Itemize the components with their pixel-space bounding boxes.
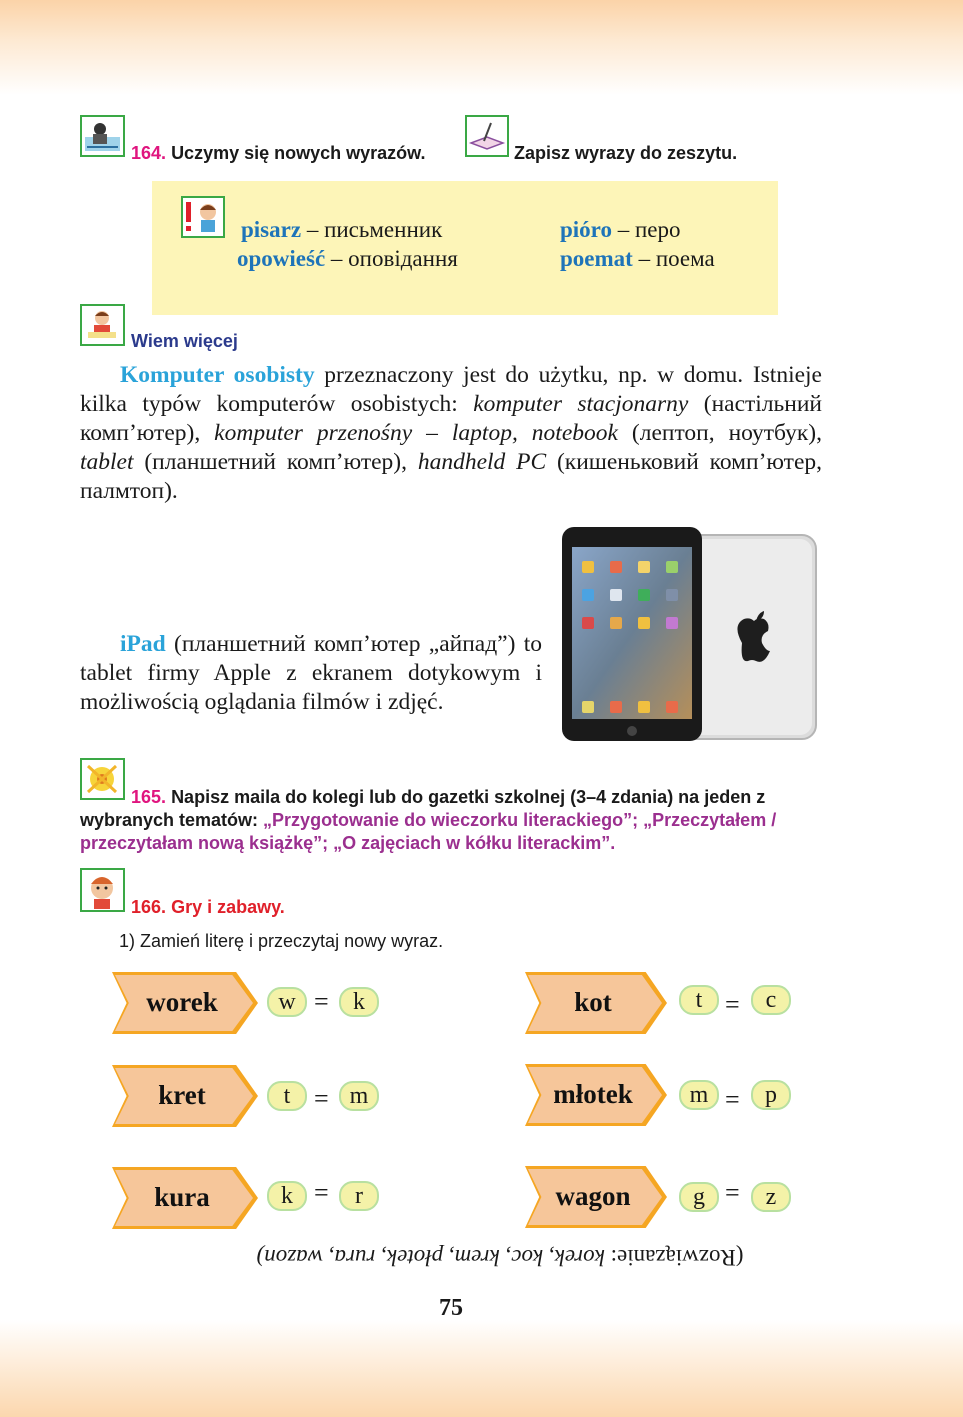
word-arrow-kot: kot bbox=[525, 972, 667, 1034]
wiem-wiecej-paragraph: Komputer osobisty przeznaczony jest do użytku, np. w domu. Istnieje kilka typów komputerów osobistych: komputer stacjonarny (настільний комп’ютер), komputer przenośny – laptop, notebook (лептоп, ноутбук), tablet (планшетний комп’ютер), handheld PC (кишеньковий комп’ютер, палмтоп). bbox=[80, 362, 822, 504]
letter-to: k bbox=[339, 987, 379, 1017]
exclamation-girl-icon bbox=[181, 196, 225, 238]
equals-sign: = bbox=[725, 1085, 740, 1114]
vocab-item-pioro: pióro – перо bbox=[560, 217, 681, 242]
word-arrow-worek: worek bbox=[112, 972, 258, 1034]
exercise-number: 165. bbox=[131, 787, 167, 807]
letter-from: t bbox=[267, 1081, 307, 1111]
equals-sign: = bbox=[314, 1178, 329, 1207]
exercise-166-heading bbox=[131, 897, 285, 918]
word-arrow-mlotek: młotek bbox=[525, 1064, 667, 1126]
equals-sign: = bbox=[314, 1084, 329, 1113]
vocab-item-opowiesc: opowieść – оповідання bbox=[237, 246, 458, 271]
letter-to: p bbox=[751, 1080, 791, 1110]
exercise-164-instruction: Zapisz wyrazy do zeszytu. bbox=[514, 143, 738, 163]
page-number: 75 bbox=[439, 1295, 463, 1321]
word-arrow-kura: kura bbox=[112, 1167, 258, 1229]
exercise-number: 164. bbox=[131, 143, 167, 163]
equals-sign: = bbox=[725, 990, 740, 1019]
exercise-title: Uczymy się nowych wyrazów. bbox=[171, 143, 426, 163]
wiem-wiecej-heading: Wiem więcej bbox=[131, 331, 238, 351]
solution-upside-down: (Rozwiązanie: korek, koc, krem, płotek, rura, wazon) bbox=[256, 1245, 744, 1270]
letter-to: r bbox=[339, 1181, 379, 1211]
word-arrow-wagon: wagon bbox=[525, 1166, 667, 1228]
exercise-title: Gry i zabawy. bbox=[171, 897, 285, 917]
exercise-166-task: 1) Zamień literę i przeczytaj nowy wyraz. bbox=[119, 931, 444, 951]
letter-from: t bbox=[679, 985, 719, 1015]
equals-sign: = bbox=[314, 987, 329, 1016]
exercise-165: 165. Napisz maila do kolegi lub do gazetki szkolnej (3–4 zdania) na jeden z wybranych tematów: „Przygotowanie do wieczorku literackiego”; „Przeczytałem / przeczytałam nową książkę”; „O zajęciach w kółku literackim”. bbox=[80, 787, 777, 853]
ipad-illustration bbox=[560, 525, 820, 743]
vocab-item-poemat: poemat – поема bbox=[560, 246, 715, 271]
equals-sign: = bbox=[725, 1178, 740, 1207]
letter-from: m bbox=[679, 1080, 719, 1110]
letter-from: w bbox=[267, 987, 307, 1017]
letter-from: g bbox=[679, 1182, 719, 1212]
letter-to: m bbox=[339, 1081, 379, 1111]
ipad-paragraph: iPad (планшетний комп’ютер „айпад”) to tablet firmy Apple z ekranem dotykowym i możliwością oglądania filmów i zdjęć. bbox=[80, 631, 542, 715]
letter-to: z bbox=[751, 1182, 791, 1212]
exercise-number: 166. bbox=[131, 897, 167, 917]
vocab-item-pisarz: pisarz – письменник bbox=[241, 217, 443, 242]
exercise-164-heading bbox=[131, 143, 426, 164]
pen-notebook-icon bbox=[465, 115, 509, 157]
word-arrow-kret: kret bbox=[112, 1065, 258, 1127]
writing-person-icon bbox=[80, 115, 125, 157]
letter-from: k bbox=[267, 1181, 307, 1211]
letter-to: c bbox=[751, 985, 791, 1015]
boy-face-icon bbox=[80, 868, 125, 912]
reading-boy-icon bbox=[80, 304, 125, 346]
